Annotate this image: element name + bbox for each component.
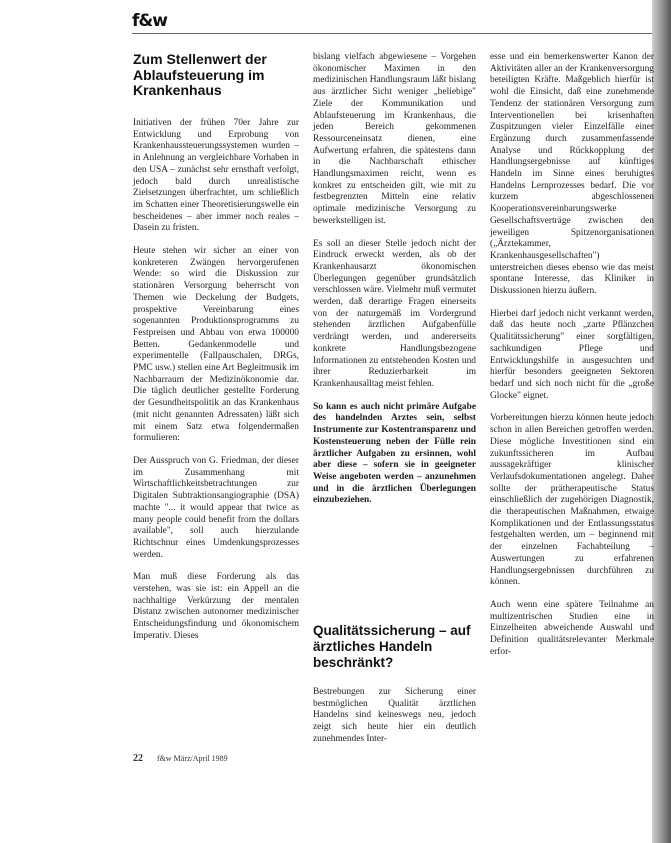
paragraph: Heute stehen wir sicher an einer von konkreteren Zwängen hervorgerufenen Wende: so wird die Diskussion zur stationären Versorgung beherrscht von Themen wie Deckelung der Budgets, prospektive Vereinbarung eines sogenannten Produktionsprogramms zu Festpreisen und Abbau von etwa 100000 Betten. Gedankenmodelle und experimentelle (Fallpauschalen, DRGs, PMC usw.) stellen eine Art Begleitmusik im Nachbarraum der Medizinökonomie dar. Die täglich deutlicher gestellte Forderung der Gesundheitspolitik an das Krankenhaus (mit nicht genannten Adressaten) läßt sich mit einem Satz etwa folgendermaßen formulieren: xyxy=(133,246,299,444)
journal-logo: f&w xyxy=(132,11,167,31)
paragraph: Hierbei darf jedoch nicht verkannt werden, daß das heute noch „zarte Pflänzchen Qualitätssicherung" einer sorgfältigen, sachkundigen Pflege und Entwicklungshilfe in ausgesuchten und hierfür besonders geeigneten Sektoren bedarf und sich noch nicht für die „große Glocke" eignet. xyxy=(490,308,654,401)
paragraph: Man muß diese Forderung als das verstehen, was sie ist: ein Appell an die nachhaltige Verkürzung der mentalen Distanz zwischen autonomer medizinischer Entscheidungsfindung und ökonomischem Imperativ. Dieses xyxy=(133,572,299,641)
paragraph: Vorbereitungen hierzu können heute jedoch schon in allen Bereichen getroffen werden. Diese mögliche Investitionen sind ein zukunftssicheren im Aufbau aussagekräftiger klinischer Verlaufsdokumentationen angelegt. Daher sollte der prätherapeutische Status einschließlich der zugehörigen Diagnostik, die therapeutischen Maßnahmen, etwaige Komplikationen und der Entlassungsstatus festgehalten werden, um – beginnend mit der einzelnen Fachabteilung – Auswertungen zu erfahrenen Handlungsergebnissen durchführen zu können. xyxy=(490,413,654,588)
text-column-2 xyxy=(313,52,476,518)
page-number: 22 xyxy=(133,753,143,764)
paragraph: esse und ein bemerkenswerter Kanon der Aktivitäten aller an der Krankenversorgung beteiligten Kräfte. Maßgeblich hierfür ist wohl die Einsicht, daß eine zunehmende Tendenz der stationären Versorgung zum Interventionellen bei krisenhaften Zuspitzungen vieler Einzelfälle einer Ergänzung durch zusammenfassende Analyse und Rückkopplung der Handlungsergebnisse auf künftiges Handeln im Sinne eines beruhigtes Handelns Lernprozesses bedarf. Die vor kurzem abgeschlossenen Kooperationsvereinbarungswerke Gesellschaftsverträge zwischen den jeweiligen Spitzenorganisationen („Ärztekammer, Krankenhausgesellschaften") unterstreichen dieses ebenso wie das meist spontane Interesse, das Kliniker in Diskussionen hierzu äußern. xyxy=(490,52,654,297)
text-column-1 xyxy=(133,118,299,654)
bold-highlight-paragraph: So kann es auch nicht primäre Aufgabe des handelnden Arztes sein, selbst Instrumente zur Kostentransparenz und Kostensteuerung neben der Fülle rein ärztlicher Aufgaben zu ersinnen, wohl aber diese – sofern sie in geeigneter Weise angeboten werden – anzunehmen und in die ärztlichen Überlegungen einzubeziehen. xyxy=(313,401,476,506)
header-rule xyxy=(132,33,652,34)
text-column-2-lower xyxy=(313,687,476,757)
paragraph: Auch wenn eine spätere Teilnahme an multizentrischen Studien eine in Einzelheiten abweichende Auswahl und Definition qualitätsrelevanter Merkmale erfor- xyxy=(490,599,654,657)
paragraph: Initiativen der frühen 70er Jahre zur Entwicklung und Erprobung von Krankenhaussteuerungssystemen wurden – in Anlehnung an vergleichbare Vorhaben in den USA – zunächst sehr ernsthaft verfolgt, jedoch bald durch unrealistische Zielsetzungen überfrachtet, um schließlich im Schatten einer Theoretisierungswelle ein bescheidenes – aber immer noch reales – Dasein zu fristen. xyxy=(133,118,299,234)
page-edge-shadow xyxy=(652,0,671,843)
section-heading: Qualitätssicherung – auf ärztliches Handeln beschränkt? xyxy=(313,623,471,670)
paragraph: Es soll an dieser Stelle jedoch nicht der Eindruck erweckt werden, als ob der Krankenhausarzt ökonomischen Überlegungen gegenüber grundsätzlich verschlossen wäre. Vielmehr muß vermutet werden, daß derartige Fragen einerseits von der naturgemäß im Vordergrund stehenden ärztlichen Aufgabenfülle verdrängt werden, und andererseits konkrete Handlungsbezogene Informationen zu entstehenden Kosten und ihrer Reduzierbarkeit im Krankenhausalltag meist fehlen. xyxy=(313,238,476,389)
page-footer xyxy=(133,753,228,764)
paragraph: Bestrebungen zur Sicherung einer bestmöglichen Qualität ärztlichen Handelns sind keineswegs neu, jedoch zeigt sich heute hier ein deutlich zunehmendes Inter- xyxy=(313,687,476,744)
paragraph: bislang vielfach abgewiesene – Vorgehen ökonomischer Maximen in den medizinischen Handlungsraum läßt bislang aus ärztlicher Sicht weniger „beliebige" Ziele der Kommunikation und Ablaufsteuerung im Krankenhaus, die jeden Bereich gekommenen Ressourceneinsatz dienen, eine Aufwertung erfahren, die spätestens dann in die Nachbarschaft ethischer Handlungsmaximen reicht, wenn es konkret zu entscheiden gilt, wie mit zu festbegrenzten Mitteln eine relativ optimale medizinische Versorgung zu bewerkstelligen ist. xyxy=(313,52,476,226)
paragraph: Der Ausspruch von G. Friedman, der dieser im Zusammenhang mit Wirtschaftlichkeitsbetrachtungen zur Digitalen Subtraktionsangiographie (DSA) machte "... it would appear that twice as many people could benefit from the dollars available", soll auch hierzulande Richtschnur eines Umdenkungsprozesses werden. xyxy=(133,455,299,560)
text-column-3 xyxy=(490,52,654,669)
article-title: Zum Stellenwert der Ablaufsteuerung im Krankenhaus xyxy=(133,51,267,98)
issue-info: f&w März/April 1989 xyxy=(157,754,228,763)
